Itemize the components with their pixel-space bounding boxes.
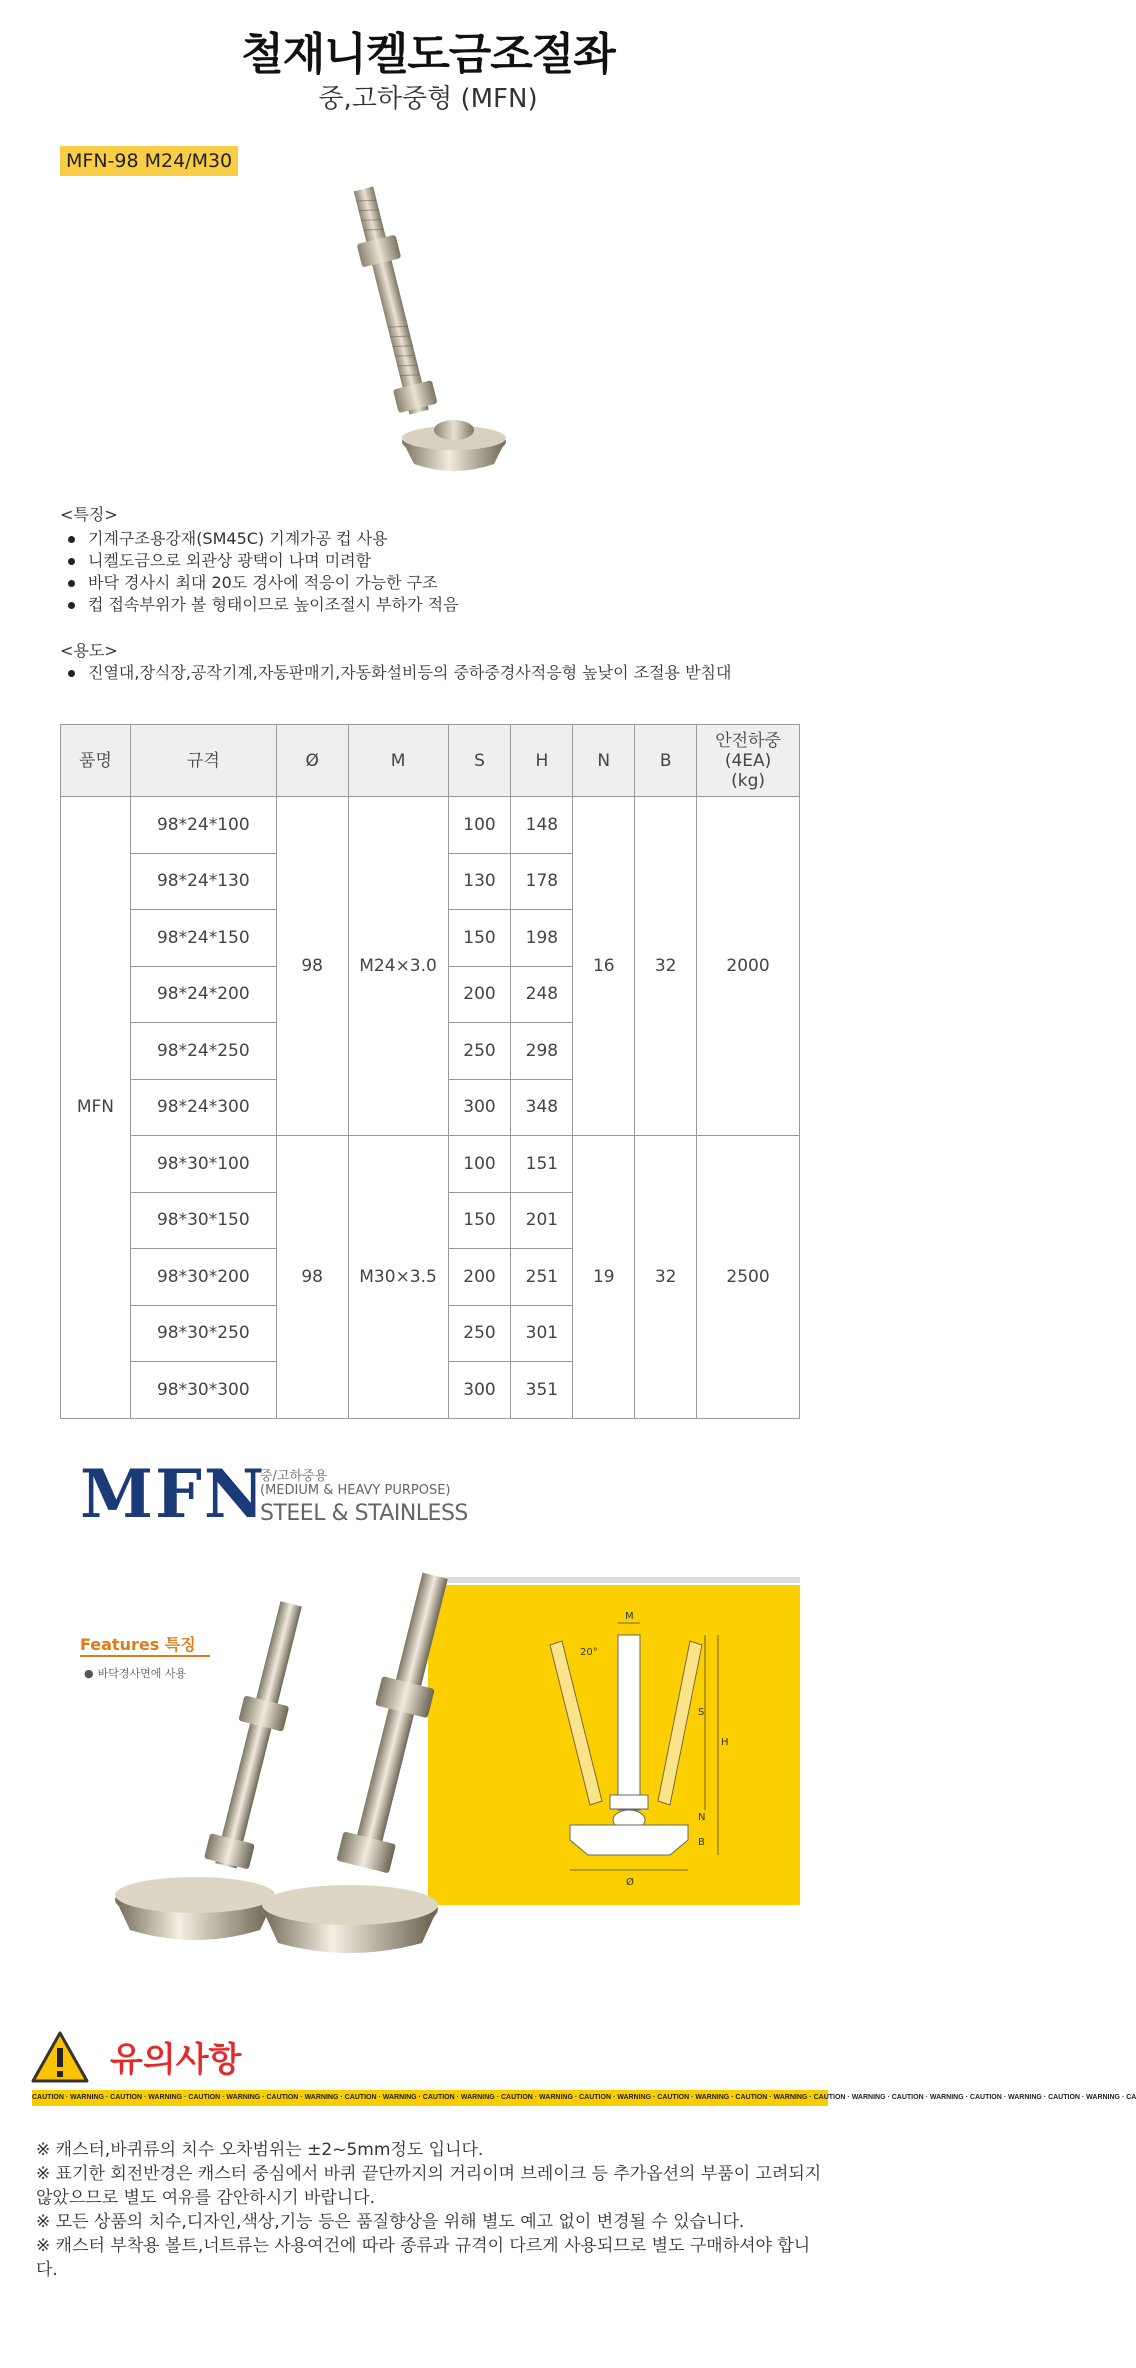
s-cell: 300 <box>448 1362 511 1419</box>
header-cell: M <box>348 725 448 797</box>
spec-cell: 98*24*130 <box>130 853 276 910</box>
diagram-label-n: N <box>698 1812 706 1823</box>
s-cell: 250 <box>448 1023 511 1080</box>
b-cell: 32 <box>635 1136 697 1419</box>
model-tag: MFN-98 M24/M30 <box>60 146 238 176</box>
diagram-label-h: H <box>721 1737 729 1748</box>
h-cell: 351 <box>511 1362 573 1419</box>
s-cell: 100 <box>448 1136 511 1193</box>
thread-cell: M30×3.5 <box>348 1136 448 1419</box>
feature-item: 니켈도금으로 외관상 광택이 나며 미려함 <box>60 550 820 572</box>
n-cell: 19 <box>573 1136 635 1419</box>
thread-cell: M24×3.0 <box>348 797 448 1136</box>
features-section <box>60 504 820 616</box>
diagram-label-angle: 20° <box>580 1647 598 1658</box>
header-cell: 안전하중 (4EA) (kg) <box>697 725 800 797</box>
table-row <box>61 1136 800 1193</box>
note-item: ※ 캐스터 부착용 볼트,너트류는 사용여건에 따라 종류과 규격이 다르게 사용되므로 별도 구매하셔야 합니다. <box>36 2236 811 2280</box>
spec-cell: 98*24*300 <box>130 1079 276 1136</box>
banner-features-note: ● 바닥경사면에 사용 <box>84 1665 186 1681</box>
s-cell: 250 <box>448 1305 511 1362</box>
h-cell: 148 <box>511 797 573 854</box>
banner-subtitle-ko: 중/고하중용 <box>260 1469 328 1484</box>
n-cell: 16 <box>573 797 635 1136</box>
dimension-diagram <box>530 1605 730 1895</box>
h-cell: 251 <box>511 1249 573 1306</box>
spec-cell: 98*24*100 <box>130 797 276 854</box>
spec-cell: 98*30*150 <box>130 1192 276 1249</box>
spec-cell: 98*30*250 <box>130 1305 276 1362</box>
s-cell: 200 <box>448 1249 511 1306</box>
spec-cell: 98*30*300 <box>130 1362 276 1419</box>
warning-icon <box>30 2030 90 2084</box>
diagram-label-m: M <box>625 1611 634 1622</box>
spec-table <box>60 724 800 1419</box>
product-photo <box>182 172 682 492</box>
h-cell: 348 <box>511 1079 573 1136</box>
table-row <box>61 797 800 854</box>
diagram-label-b: B <box>698 1837 705 1848</box>
mfn-logo: MFN <box>80 1455 267 1533</box>
h-cell: 201 <box>511 1192 573 1249</box>
usage-section <box>60 640 820 684</box>
product-name-cell: MFN <box>61 797 131 1419</box>
h-cell: 198 <box>511 910 573 967</box>
s-cell: 150 <box>448 910 511 967</box>
spec-cell: 98*30*100 <box>130 1136 276 1193</box>
load-cell: 2000 <box>697 797 800 1136</box>
caution-title: 유의사항 <box>110 2040 242 2080</box>
spec-cell: 98*24*250 <box>130 1023 276 1080</box>
features-heading: <특징> <box>60 505 118 524</box>
header-cell: 규격 <box>130 725 276 797</box>
s-cell: 100 <box>448 797 511 854</box>
s-cell: 130 <box>448 853 511 910</box>
note-item: ※ 표기한 회전반경은 캐스터 중심에서 바퀴 끝단까지의 거리이며 브레이크 등 추가옵션의 부품이 고려되지 않았으므로 별도 여유를 감안하시기 바랍니다. <box>36 2164 822 2208</box>
spec-cell: 98*30*200 <box>130 1249 276 1306</box>
h-cell: 248 <box>511 966 573 1023</box>
usage-item: 진열대,장식장,공작기계,자동판매기,자동화설비등의 중하중경사적응형 높낮이 조절용 받침대 <box>60 662 820 684</box>
page-title: 철재니켈도금조절좌 <box>241 29 615 80</box>
note-item: ※ 캐스터,바퀴류의 치수 오차범위는 ±2~5mm정도 입니다. <box>36 2140 484 2160</box>
note-item: ※ 모든 상품의 치수,디자인,색상,기능 등은 품질향상을 위해 별도 예고 없이 변경될 수 있습니다. <box>36 2212 745 2232</box>
header-cell: N <box>573 725 635 797</box>
usage-heading: <용도> <box>60 641 118 660</box>
h-cell: 178 <box>511 853 573 910</box>
s-cell: 200 <box>448 966 511 1023</box>
diagram-label-s: S <box>698 1707 705 1718</box>
banner-material: STEEL & STAINLESS <box>260 1501 468 1526</box>
diameter-cell: 98 <box>276 797 348 1136</box>
page-subtitle: 중,고하중형 (MFN) <box>318 84 538 114</box>
s-cell: 300 <box>448 1079 511 1136</box>
header-cell: H <box>511 725 573 797</box>
header-cell: S <box>448 725 511 797</box>
feature-item: 기계구조용강재(SM45C) 기계가공 컵 사용 <box>60 528 820 550</box>
b-cell: 32 <box>635 797 697 1136</box>
h-cell: 298 <box>511 1023 573 1080</box>
header-cell: B <box>635 725 697 797</box>
banner-subtitle-en: (MEDIUM & HEAVY PURPOSE) <box>260 1483 451 1498</box>
feature-item: 컵 접속부위가 볼 형태이므로 높이조절시 부하가 적음 <box>60 594 820 616</box>
diagram-label-dia: Ø <box>626 1877 634 1888</box>
table-header-row <box>61 725 800 797</box>
load-cell: 2500 <box>697 1136 800 1419</box>
header-cell: 품명 <box>61 725 131 797</box>
spec-cell: 98*24*150 <box>130 910 276 967</box>
s-cell: 150 <box>448 1192 511 1249</box>
caution-strip: CAUTION · WARNING · CAUTION · WARNING · CAUTION · WARNING · CAUTION · WARNING · CAUTION · WARNING · CAUTION · WARNING · CAUTION · WARNING · CAUTION · WARNING · CAUTION · WARNING · CAUTION · WARNING · CAUTION · WARNING · CAUTION · WARNING · CAUTION · WARNING · CAUTION · WARNING · CA <box>32 2090 828 2106</box>
diameter-cell: 98 <box>276 1136 348 1419</box>
feature-item: 바닥 경사시 최대 20도 경사에 적응이 가능한 구조 <box>60 572 820 594</box>
banner-features-title: Features 특징 <box>80 1635 196 1654</box>
header-cell: Ø <box>276 725 348 797</box>
product-banner <box>60 1455 800 1970</box>
leveling-feet-photo <box>100 1565 570 1965</box>
spec-cell: 98*24*200 <box>130 966 276 1023</box>
caution-notes <box>36 2138 826 2282</box>
h-cell: 301 <box>511 1305 573 1362</box>
h-cell: 151 <box>511 1136 573 1193</box>
